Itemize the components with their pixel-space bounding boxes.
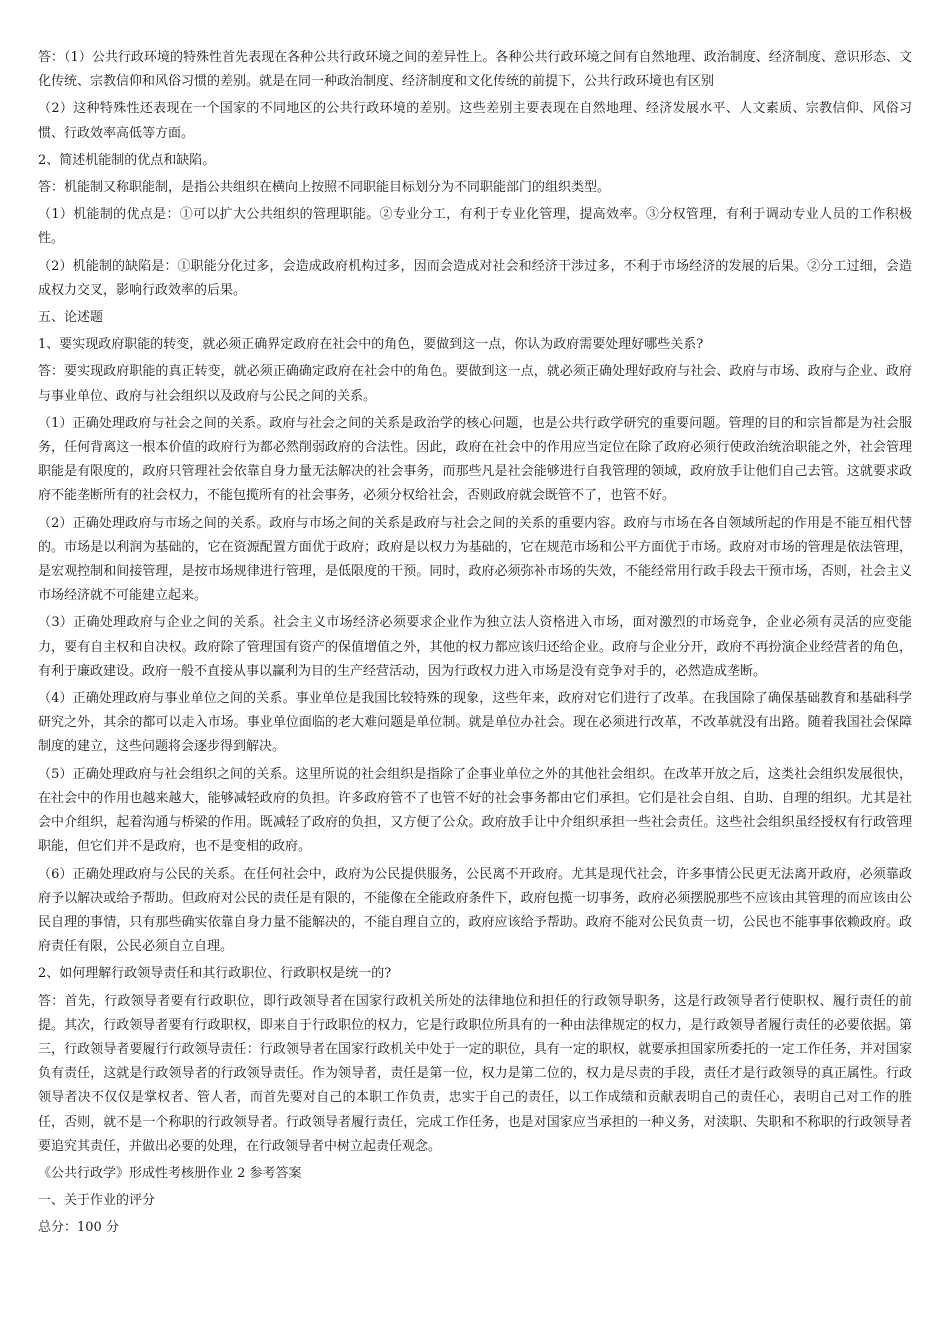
answer-paragraph: 答：（1）公共行政环境的特殊性首先表现在各种公共行政环境之间的差异性上。各种公共行政环境之间有自然地理、政治制度、经济制度、意识形态、文化传统、宗教信仰和风俗习惯的差别。就是在同一种政治制度、经济制度和文化传统的前提下，公共行政环境也有区别 bbox=[38, 50, 912, 90]
section-heading: 一、关于作业的评分 bbox=[38, 1193, 156, 1209]
document-title: 《公共行政学》形成性考核册作业 2 参考答案 bbox=[38, 1165, 302, 1181]
answer-paragraph: 答：首先，行政领导者要有行政职位，即行政领导者在国家行政机关所处的法律地位和担任的行政领导职务，这是行政领导者行使职权、履行责任的前提。其次，行政领导者要有行政职权，即来自于行政职位的权力，它是行政职位所具有的一种由法律规定的权力，是行政领导者履行责任的必要依据。第三，行政领导者要履行行政领导责任：行政领导者在国家行政机关中处于一定的职位，具有一定的职权，就要承担国家所委托的一定工作任务，并对国家负有责任，这就是行政领导者的行政领导责任。作为领导者，责任是第一位，权力是第二位的，权力是尽责的手段，责任才是行政领导的真正属性。行政领导者决不仅仅是掌权者、管人者，而首先要对自己的本职工作负责，忠实于自己的责任，以工作成绩和贡献表明自己的责任心，表明自己对工作的胜任，否则，就不是一个称职的行政领导者。行政领导者履行责任，完成工作任务，也是对国家应当承担的一种义务，对渎职、失职和不称职的行政领导者要追究其责任，并做出必要的处理，在行政领导者中树立起责任观念。 bbox=[38, 993, 912, 1154]
answer-paragraph: （2）机能制的缺陷是：①职能分化过多，会造成政府机构过多，因而会造成对社会和经济干涉过多，不利于市场经济的发展的后果。②分工过细，会造成权力交叉，影响行政效率的后果。 bbox=[38, 258, 912, 298]
answer-paragraph: 答：机能制又称职能制，是指公共组织在横向上按照不同职能目标划分为不同职能部门的组织类型。 bbox=[38, 180, 611, 196]
question-heading: 1、要实现政府职能的转变，就必须正确界定政府在社会中的角色，要做到这一点，你认为政府需要处理好哪些关系? bbox=[38, 337, 704, 353]
answer-paragraph: （5）正确处理政府与社会组织之间的关系。这里所说的社会组织是指除了企事业单位之外的其他社会组织。在改革开放之后，这类社会组织发展很快，在社会中的作用也越来越大，能够减轻政府的负担。许多政府管不了也管不好的社会事务都由它们承担。它们是社会自组、自助、自理的组织。尤其是社会中介组织，起着沟通与桥梁的作用。既减轻了政府的负担，又方便了公众。政府放手让中介组织承担一些社会责任。这些社会组织虽经授权有行政管理职能，但它们并不是政府，也不是变相的政府。 bbox=[38, 766, 912, 855]
total-score: 总分：100 分 bbox=[38, 1220, 119, 1236]
answer-paragraph: （3）正确处理政府与企业之间的关系。社会主义市场经济必须要求企业作为独立法人资格进入市场，面对激烈的市场竞争，企业必须有灵活的应变能力，要有自主权和自决权。政府除了管理国有资产的保值增值之外，其他的权力都应该归还给企业。政府与企业分开，政府不再扮演企业经营者的角色，有利于廉政建设。政府一般不直接从事以赢利为目的生产经营活动，因为行政权力进入市场是没有竞争对手的，必然造成垄断。 bbox=[38, 615, 912, 679]
section-heading: 五、论述题 bbox=[38, 310, 104, 326]
answer-paragraph: （2）这种特殊性还表现在一个国家的不同地区的公共行政环境的差别。这些差别主要表现在自然地理、经济发展水平、人文素质、宗教信仰、风俗习惯、行政效率高低等方面。 bbox=[38, 101, 912, 141]
answer-paragraph: （1）正确处理政府与社会之间的关系。政府与社会之间的关系是政治学的核心问题，也是公共行政学研究的重要问题。管理的目的和宗旨都是为社会服务，任何背离这一根本价值的政府行为都必然削弱政府的合法性。因此，政府在社会中的作用应当定位在除了政府必须行使政治统治职能之外，社会管理职能是有限度的，政府只管理社会依靠自身力量无法解决的社会事务，而那些凡是社会能够进行自我管理的领域，政府放手让他们自己去管。这就要求政府不能垄断所有的社会权力，不能包揽所有的社会事务，必须分权给社会，否则政府就会既管不了，也管不好。 bbox=[38, 415, 912, 504]
question-heading: 2、如何理解行政领导责任和其行政职位、行政职权是统一的? bbox=[38, 966, 392, 982]
answer-paragraph: （6）正确处理政府与公民的关系。在任何社会中，政府为公民提供服务，公民离不开政府。尤其是现代社会，许多事情公民更无法离开政府，必须靠政府予以解决或给予帮助。但政府对公民的责任是有限的，不能像在全能政府条件下，政府包揽一切事务，政府必须摆脱那些不应该由其管理的而应该由公民自理的事情，只有那些确实依靠自身力量不能解决的，不能自理自立的，政府应该给予帮助。政府不能对公民负责一切，公民也不能事事依赖政府。政府责任有限，公民必须自立自理。 bbox=[38, 866, 912, 955]
answer-paragraph: 答：要实现政府职能的真正转变，就必须正确确定政府在社会中的角色。要做到这一点，就必须正确处理好政府与社会、政府与市场、政府与企业、政府与事业单位、政府与社会组织以及政府与公民之间的关系。 bbox=[38, 364, 912, 404]
question-heading: 2、简述机能制的优点和缺陷。 bbox=[38, 152, 216, 168]
answer-paragraph: （4）正确处理政府与事业单位之间的关系。事业单位是我国比较特殊的现象，这些年来，政府对它们进行了改革。在我国除了确保基础教育和基础科学研究之外，其余的都可以走入市场。事业单位面临的老大难问题是单位制。就是单位办社会。现在必须进行改革，不改革就没有出路。随着我国社会保障制度的建立，这些问题将会逐步得到解决。 bbox=[38, 691, 912, 755]
answer-paragraph: （2）正确处理政府与市场之间的关系。政府与市场之间的关系是政府与社会之间的关系的重要内容。政府与市场在各自领域所起的作用是不能互相代替的。市场是以利润为基础的，它在资源配置方面优于政府；政府是以权力为基础的，它在规范市场和公平方面优于市场。政府对市场的管理是依法管理，是宏观控制和间接管理，是按市场规律进行管理，是低限度的干预。同时，政府必须弥补市场的失效，不能经常用行政手段去干预市场，否则，社会主义市场经济就不可能建立起来。 bbox=[38, 515, 912, 604]
answer-paragraph: （1）机能制的优点是：①可以扩大公共组织的管理职能。②专业分工，有利于专业化管理，提高效率。③分权管理，有利于调动专业人员的工作积极性。 bbox=[38, 207, 912, 247]
